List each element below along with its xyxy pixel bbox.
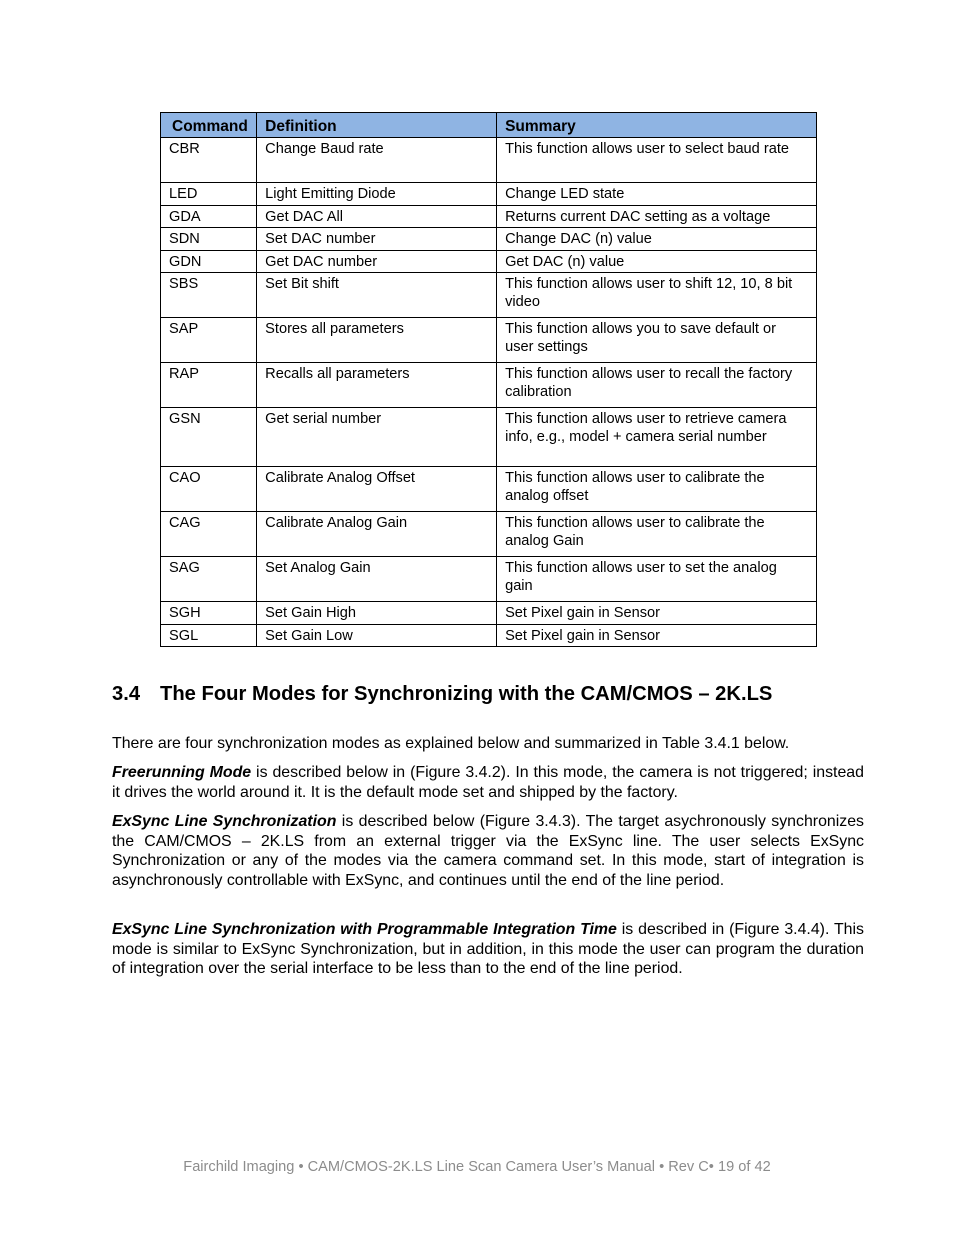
- table-row: [161, 250, 817, 273]
- freerunning-term: Freerunning Mode: [112, 764, 252, 781]
- header-summary: Summary: [497, 113, 817, 138]
- header-definition: Definition: [257, 113, 497, 138]
- command-cell: GDA: [161, 205, 257, 228]
- table-row: [161, 363, 817, 408]
- summary-cell: Get DAC (n) value: [497, 250, 817, 273]
- page-footer: Fairchild Imaging • CAM/CMOS-2K.LS Line Scan Camera User’s Manual • Rev C• 19 of 42: [183, 1159, 771, 1175]
- exsync-term: ExSync Line Synchronization: [112, 813, 337, 830]
- definition-cell: Get DAC number: [257, 250, 497, 273]
- definition-cell: Stores all parameters: [257, 318, 497, 363]
- freerunning-text: is described below in (Figure 3.4.2). In this mode, the camera is not triggered; instead it drives the world around it. It is the default mode set and shipped by the factory.: [112, 764, 864, 801]
- exsync-text: is described below (Figure 3.4.3). The target asychronously synchronizes the CAM/CMOS – 2K.LS from an external trigger via the ExSync line. The user selects ExSync Synchronization or any of the modes via the camera command set. In this mode, start of integration is asynchronously controllable with ExSync, and continues until the end of the line period.: [112, 813, 865, 890]
- table-row: [161, 557, 817, 602]
- table-row: [161, 183, 817, 206]
- table-row: [161, 273, 817, 318]
- definition-cell: Calibrate Analog Offset: [257, 467, 497, 512]
- command-cell: RAP: [161, 363, 257, 408]
- command-cell: SAP: [161, 318, 257, 363]
- table-row: [161, 624, 817, 647]
- exsync-programmable-term: ExSync Line Synchronization with Programmable Integration Time: [112, 921, 617, 938]
- summary-cell: This function allows user to calibrate the analog Gain: [497, 512, 817, 557]
- command-cell: LED: [161, 183, 257, 206]
- summary-cell: This function allows user to retrieve camera info, e.g., model + camera serial number: [497, 408, 817, 467]
- exsync-programmable-text: is described in (Figure 3.4.4). This mode is similar to ExSync Synchronization, but in addition, in this mode the user can program the duration of integration over the serial interface to be less than to the end of the line period.: [112, 921, 864, 978]
- definition-cell: Light Emitting Diode: [257, 183, 497, 206]
- summary-cell: This function allows user to select baud rate: [497, 138, 817, 183]
- definition-cell: Get DAC All: [257, 205, 497, 228]
- summary-cell: This function allows user to calibrate the analog offset: [497, 467, 817, 512]
- exsync-programmable-paragraph: [112, 920, 864, 979]
- definition-cell: Change Baud rate: [257, 138, 497, 183]
- command-cell: CAO: [161, 467, 257, 512]
- summary-cell: Change DAC (n) value: [497, 228, 817, 251]
- exsync-paragraph: [112, 812, 864, 891]
- command-cell: CAG: [161, 512, 257, 557]
- summary-cell: Set Pixel gain in Sensor: [497, 602, 817, 625]
- definition-cell: Set Bit shift: [257, 273, 497, 318]
- definition-cell: Set Gain Low: [257, 624, 497, 647]
- command-cell: CBR: [161, 138, 257, 183]
- command-cell: SGL: [161, 624, 257, 647]
- summary-cell: Change LED state: [497, 183, 817, 206]
- summary-cell: Set Pixel gain in Sensor: [497, 624, 817, 647]
- table-header-row: [161, 113, 817, 138]
- summary-cell: Returns current DAC setting as a voltage: [497, 205, 817, 228]
- section-title: The Four Modes for Synchronizing with the CAM/CMOS – 2K.LS: [160, 683, 773, 705]
- freerunning-paragraph: [112, 763, 864, 802]
- command-cell: GSN: [161, 408, 257, 467]
- definition-cell: Set Analog Gain: [257, 557, 497, 602]
- summary-cell: This function allows you to save default or user settings: [497, 318, 817, 363]
- table-row: [161, 228, 817, 251]
- command-cell: GDN: [161, 250, 257, 273]
- definition-cell: Calibrate Analog Gain: [257, 512, 497, 557]
- section-heading: [112, 683, 772, 706]
- summary-cell: This function allows user to set the analog gain: [497, 557, 817, 602]
- definition-cell: Recalls all parameters: [257, 363, 497, 408]
- table-row: [161, 205, 817, 228]
- table-row: [161, 408, 817, 467]
- table-row: [161, 467, 817, 512]
- section-number: 3.4: [112, 683, 141, 705]
- table-row: [161, 318, 817, 363]
- table-row: [161, 512, 817, 557]
- header-command: Command: [161, 113, 257, 138]
- command-table: [160, 112, 817, 647]
- table-row: [161, 138, 817, 183]
- summary-cell: This function allows user to recall the factory calibration: [497, 363, 817, 408]
- command-cell: SGH: [161, 602, 257, 625]
- command-cell: SDN: [161, 228, 257, 251]
- table-body: [161, 138, 817, 647]
- intro-paragraph: There are four synchronization modes as explained below and summarized in Table 3.4.1 below.: [112, 735, 790, 752]
- summary-cell: This function allows user to shift 12, 10, 8 bit video: [497, 273, 817, 318]
- table-row: [161, 602, 817, 625]
- definition-cell: Set Gain High: [257, 602, 497, 625]
- definition-cell: Get serial number: [257, 408, 497, 467]
- command-cell: SAG: [161, 557, 257, 602]
- definition-cell: Set DAC number: [257, 228, 497, 251]
- command-cell: SBS: [161, 273, 257, 318]
